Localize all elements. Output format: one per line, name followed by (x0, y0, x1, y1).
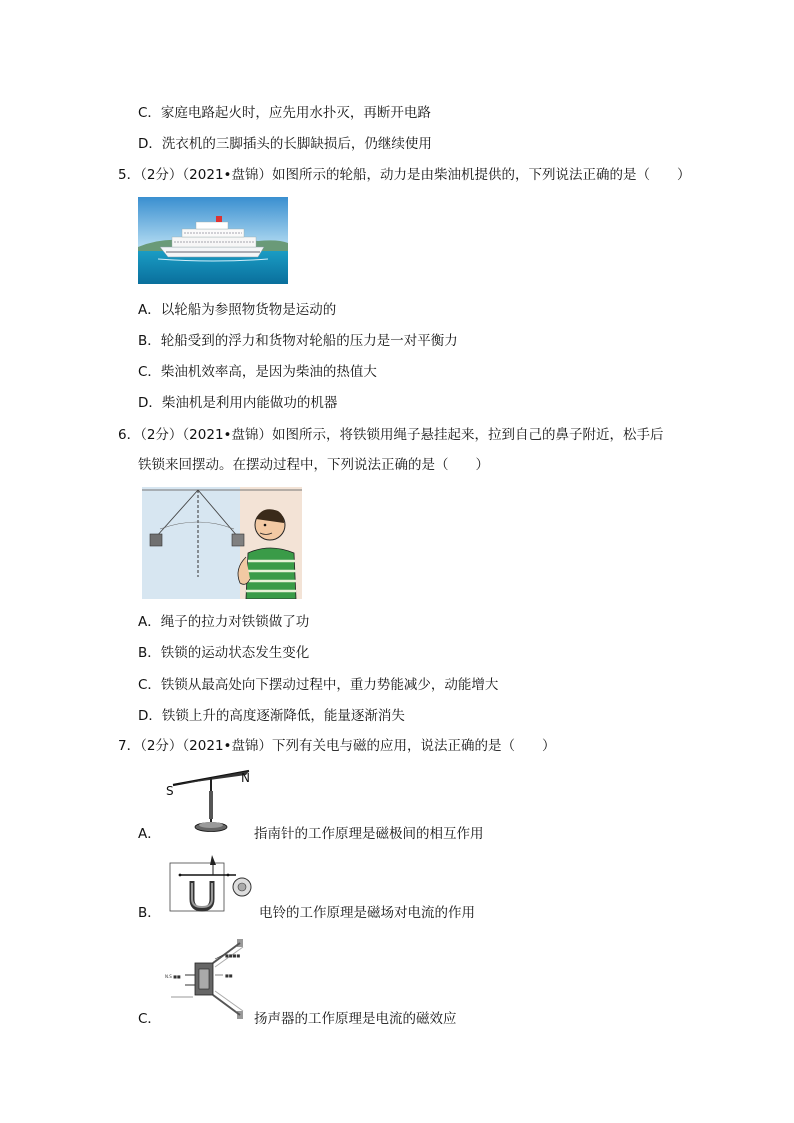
q5-option-b: B．轮船受到的浮力和货物对轮船的压力是一对平衡力 (138, 333, 458, 349)
q6-option-d: D．铁锁上升的高度逐渐降低，能量逐渐消失 (138, 708, 405, 724)
q5-stem: 5．（2分）（2021•盘锦）如图所示的轮船，动力是由柴油机提供的，下列说法正确的是（ ） (118, 167, 691, 183)
q5-option-a: A．以轮船为参照物货物是运动的 (138, 302, 337, 318)
cruise-ship-image (138, 197, 288, 284)
q5-option-c: C．柴油机效率高，是因为柴油的热值大 (138, 364, 377, 380)
q6-option-a: A．绳子的拉力对铁锁做了功 (138, 614, 310, 630)
pendulum-lock-image (142, 487, 302, 599)
q7-stem: 7．（2分）（2021•盘锦）下列有关电与磁的应用，说法正确的是（ ） (118, 738, 556, 754)
svg-text:■■: ■■ (225, 973, 233, 978)
q7-option-b-text: 电铃的工作原理是磁场对电流的作用 (259, 905, 475, 921)
q7-option-a-letter: A． (138, 826, 161, 842)
q7-option-c-text: 扬声器的工作原理是电流的磁效应 (254, 1011, 457, 1027)
electric-bell-image (166, 853, 256, 919)
q6-stem-line2: 铁锁来回摆动。在摆动过程中，下列说法正确的是（ ） (138, 457, 489, 473)
q6-stem-line1: 6．（2分）（2021•盘锦）如图所示，将铁锁用绳子悬挂起来，拉到自己的鼻子附近，松手后 (118, 427, 664, 443)
q7-option-a-text: 指南针的工作原理是磁极间的相互作用 (254, 826, 484, 842)
svg-text:■■■■: ■■■■ (225, 953, 241, 958)
q7-option-c-letter: C． (138, 1011, 161, 1027)
q7-option-b-letter: B． (138, 905, 161, 921)
q6-option-b: B．铁锁的运动状态发生变化 (138, 645, 310, 661)
compass-n-label: N (241, 771, 250, 785)
q5-option-d: D．柴油机是利用内能做功的机器 (138, 395, 338, 411)
q4-option-d: D．洗衣机的三脚插头的长脚缺损后，仍继续使用 (138, 136, 432, 152)
compass-s-label: S (166, 784, 174, 798)
loudspeaker-image (163, 935, 255, 1025)
q6-option-c: C．铁锁从最高处向下摆动过程中，重力势能减少，动能增大 (138, 677, 499, 693)
svg-text:N.S ■■: N.S ■■ (165, 974, 181, 979)
q4-option-c: C．家庭电路起火时，应先用水扑灭，再断开电路 (138, 105, 431, 121)
